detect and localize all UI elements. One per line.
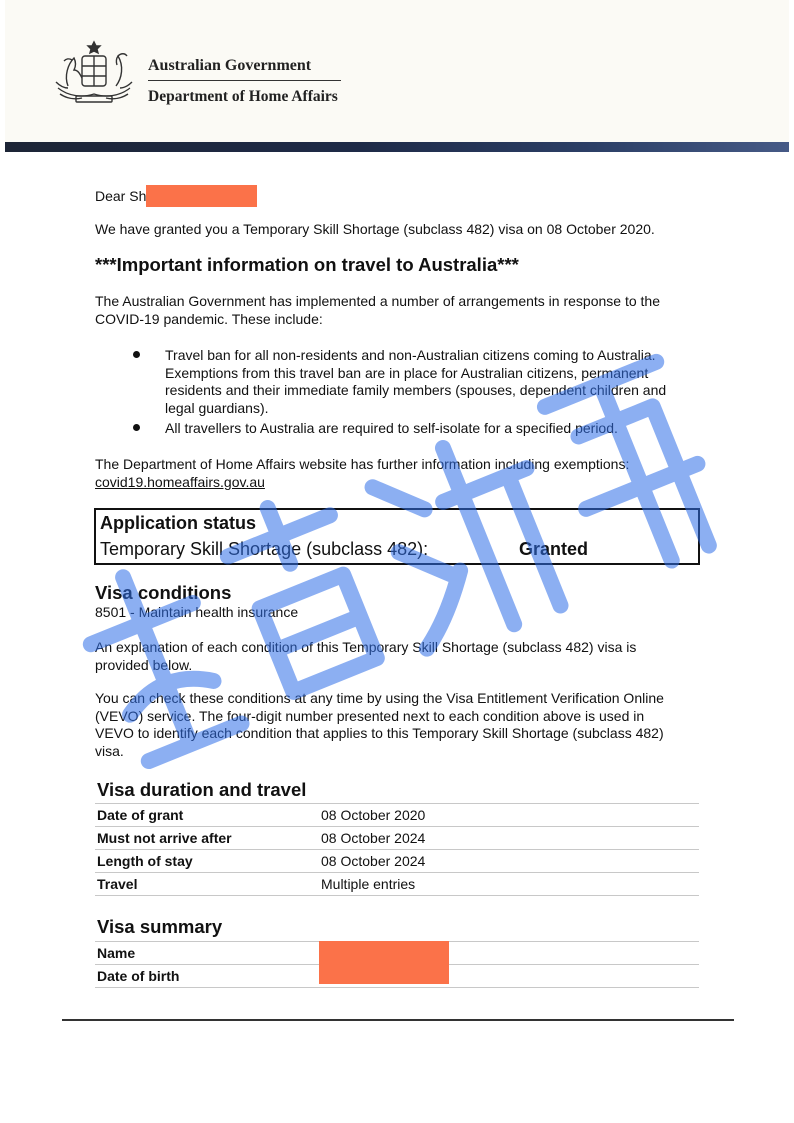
status-value: Granted	[519, 539, 589, 559]
row-value: Multiple entries	[321, 876, 416, 892]
bullet-line: legal guardians).	[165, 399, 269, 416]
vevo-line: (VEVO) service. The four-digit number presented next to each condition above is used in	[95, 707, 645, 724]
bullet-line: All travellers to Australia are required to self-isolate for a specified period.	[165, 420, 618, 436]
bullet-line: Travel ban for all non-residents and non-Australian citizens coming to Australia.	[165, 347, 656, 363]
salutation: Dear Sh	[95, 188, 147, 204]
bullet-icon	[133, 351, 140, 358]
department-name: Department of Home Affairs	[148, 88, 338, 105]
row-label: Name	[97, 945, 136, 961]
bullet-line: residents and their immediate family members (spouses, dependent children and	[165, 382, 667, 398]
table-row	[95, 850, 699, 873]
header-band	[5, 142, 789, 152]
vevo-line: You can check these conditions at any time by using the Visa Entitlement Verification Online	[95, 690, 664, 706]
grant-sentence: We have granted you a Temporary Skill Shortage (subclass 482) visa on 08 October 2020.	[95, 221, 655, 237]
bullet-item	[165, 347, 705, 417]
bullet-line: Exemptions from this travel ban are in place for Australian citizens, permanent	[165, 364, 649, 381]
row-label: Length of stay	[97, 853, 193, 869]
government-name: Australian Government	[148, 57, 312, 74]
website-info: The Department of Home Affairs website has further information including exemptions:	[95, 456, 630, 472]
status-title: Application status	[100, 513, 257, 533]
visa-summary-heading: Visa summary	[97, 916, 223, 937]
row-label: Must not arrive after	[97, 830, 232, 846]
bullet-item	[165, 420, 705, 438]
visa-conditions-heading: Visa conditions	[95, 582, 232, 603]
redaction-block	[146, 185, 257, 207]
visa-duration-table	[95, 803, 699, 896]
table-row	[95, 827, 699, 850]
table-row	[95, 873, 699, 896]
row-value: 08 October 2024	[321, 830, 426, 846]
row-label: Travel	[97, 876, 138, 892]
vevo-line: VEVO to identify each condition that applies to this Temporary Skill Shortage (subclass 482)	[95, 725, 664, 741]
letterhead-divider	[148, 80, 341, 81]
row-label: Date of birth	[97, 968, 180, 984]
row-value: 08 October 2024	[321, 853, 426, 869]
row-value: 08 October 2020	[321, 807, 426, 823]
status-label: Temporary Skill Shortage (subclass 482):	[100, 539, 429, 559]
explanation-line-1: An explanation of each condition of this Temporary Skill Shortage (subclass 482) visa is	[95, 639, 637, 655]
footer-divider	[62, 1019, 734, 1021]
explanation-line-2: provided below.	[95, 657, 193, 673]
bullet-icon	[133, 424, 140, 431]
condition-item: 8501 - Maintain health insurance	[95, 604, 299, 620]
intro-line-1: The Australian Government has implemented a number of arrangements in response to the	[95, 293, 660, 309]
application-status-box	[94, 508, 700, 565]
intro-line-2: COVID-19 pandemic. These include:	[95, 311, 323, 327]
table-row	[95, 803, 699, 827]
vevo-paragraph	[95, 690, 664, 760]
redaction-block	[319, 941, 449, 984]
coat-of-arms-icon	[48, 38, 140, 106]
important-heading: ***Important information on travel to Australia***	[95, 254, 519, 275]
visa-duration-heading: Visa duration and travel	[97, 779, 307, 800]
row-label: Date of grant	[97, 807, 184, 823]
website-link[interactable]: covid19.homeaffairs.gov.au	[95, 474, 265, 490]
vevo-line: visa.	[95, 742, 124, 759]
